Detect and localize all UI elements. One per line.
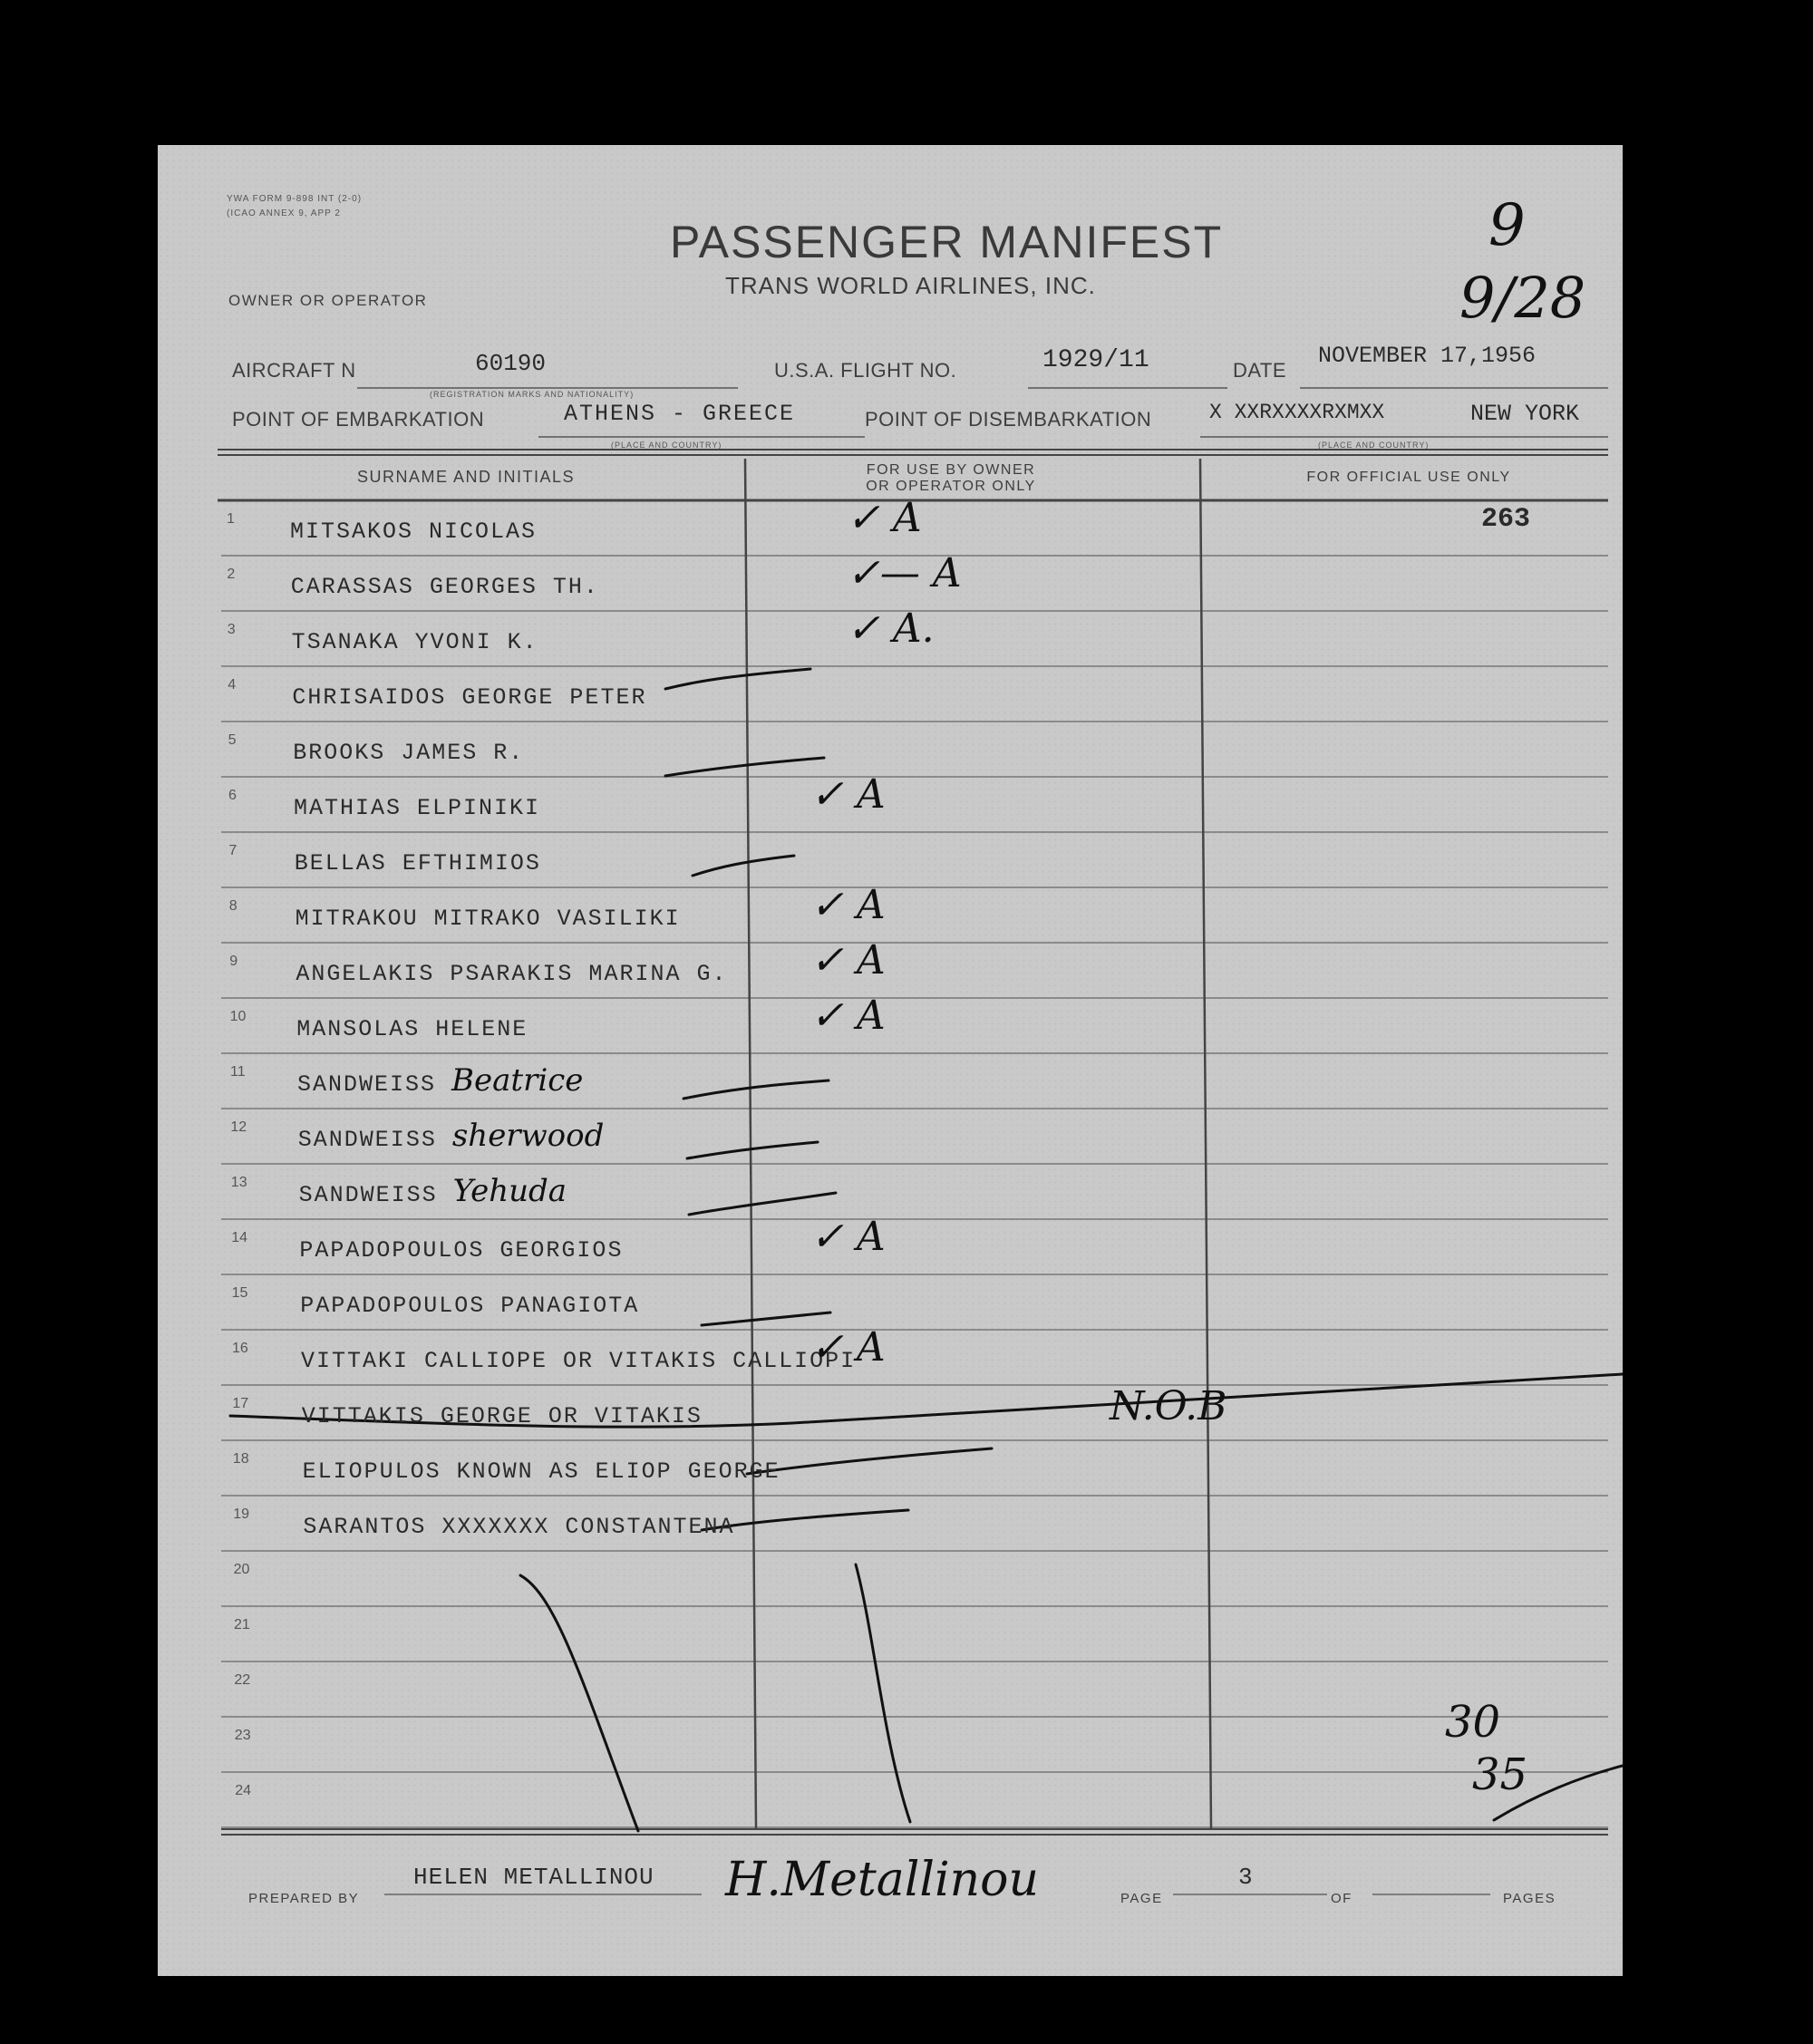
passenger-typed-name: ELIOPULOS KNOWN AS ELIOP GEORGE [302,1458,780,1485]
embarkation-label: POINT OF EMBARKATION [232,408,485,431]
passenger-row [158,1717,1623,1772]
corner-fraction: 9/28 [1459,265,1586,331]
date-value: NOVEMBER 17,1956 [1318,343,1537,369]
row-number: 9 [229,954,238,969]
owner-check-mark: ✓ A [847,495,922,541]
passenger-row [158,605,1623,666]
passenger-typed-name: PAPADOPOULOS PANAGIOTA [300,1293,640,1319]
passenger-name [303,1505,734,1541]
passenger-typed-name: CARASSAS GEORGES TH. [290,574,599,600]
row-number: 14 [231,1230,247,1245]
owner-check-mark: ✓— A [847,550,962,596]
flight-number-value: 1929/11 [1042,346,1149,374]
row-number: 18 [232,1451,249,1467]
owner-use-header-1: FOR USE BY OWNER [866,462,1036,478]
embarkation-value: ATHENS - GREECE [564,401,796,427]
passenger-typed-name: MATHIAS ELPINIKI [294,795,541,821]
embarkation-caption: (PLACE AND COUNTRY) [611,441,722,450]
disembarkation-struck: X XXRXXXXRXMXX [1209,401,1385,424]
corner-number: 9 [1488,192,1526,259]
official-use-header: FOR OFFICIAL USE ONLY [1306,470,1511,485]
aircraft-label: AIRCRAFT N [232,359,356,382]
tally-bottom: 35 [1472,1749,1528,1800]
passenger-typed-name: BELLAS EFTHIMIOS [294,850,541,877]
passenger-name [296,952,727,988]
row-number: 15 [231,1285,248,1301]
passenger-typed-name: SANDWEISS [298,1182,438,1208]
passenger-row [158,1053,1623,1109]
registration-caption: (REGISTRATION MARKS AND NATIONALITY) [430,390,635,399]
row-number: 13 [230,1175,247,1190]
passenger-row [158,1324,1623,1385]
passenger-row [158,937,1623,998]
passenger-row [158,1109,1623,1164]
passenger-name [293,731,524,767]
form-id-line-2: (ICAO ANNEX 9, APP 2 [227,208,341,218]
passenger-row [158,882,1623,943]
manifest-sheet [158,145,1623,1976]
passenger-name [292,620,538,656]
prepared-by-label: PREPARED BY [248,1891,360,1906]
passenger-row [158,550,1623,611]
row-number: 22 [234,1672,251,1688]
passenger-typed-name: BROOKS JAMES R. [293,740,525,766]
passenger-typed-name: PAPADOPOULOS GEORGIOS [299,1237,624,1264]
official-use-value: N.O.B [1110,1383,1227,1429]
passenger-handwritten-name: Beatrice [451,1062,584,1099]
passenger-typed-name: MITSAKOS NICOLAS [290,518,538,545]
passenger-name [296,1007,528,1043]
owner-check-mark: ✓ A [810,771,886,818]
owner-use-header-2: OR OPERATOR ONLY [866,479,1036,494]
passenger-name [300,1284,639,1320]
passenger-row [158,1661,1623,1717]
passenger-row [158,1496,1623,1551]
owner-check-mark: ✓ A [810,993,886,1039]
passenger-name [299,1228,623,1264]
owner-check-mark: ✓ A [810,1214,886,1260]
passenger-name [299,1173,567,1209]
passenger-typed-name: VITTAKIS GEORGE OR VITAKIS [301,1403,703,1429]
owner-check-mark: ✓ A [810,1324,886,1371]
surname-column-header: SURNAME AND INITIALS [356,468,576,486]
passenger-typed-name: SANDWEISS [297,1127,437,1153]
signature: H.Metallinou [725,1853,1039,1907]
pages-label: PAGES [1503,1891,1556,1906]
owner-operator-label: OWNER OR OPERATOR [228,292,428,309]
passenger-typed-name: VITTAKI CALLIOPE OR VITAKIS CALLIOPI [301,1348,857,1374]
row-number: 7 [228,843,238,858]
form-id-line-1: YWA FORM 9-898 INT (2-0) [227,194,363,204]
passenger-name [297,1062,583,1099]
passenger-typed-name: MITRAKOU MITRAKO VASILIKI [295,906,681,932]
passenger-typed-name: SARANTOS XXXXXXX CONSTANTENA [303,1514,735,1540]
row-number: 8 [228,898,238,914]
date-label: DATE [1233,359,1287,382]
aircraft-value: 60190 [475,350,547,377]
passenger-row [158,1164,1623,1219]
row-number: 11 [230,1064,246,1080]
passenger-handwritten-name: sherwood [451,1118,605,1154]
row-number: 20 [233,1562,250,1577]
passenger-name [292,675,646,712]
passenger-row [158,1214,1623,1274]
row-number: 12 [230,1119,247,1135]
passenger-typed-name: MANSOLAS HELENE [296,1016,528,1042]
passenger-row [158,1551,1623,1606]
row-number: 4 [228,677,237,693]
page-label: PAGE [1120,1891,1163,1906]
passenger-typed-name: SANDWEISS [297,1071,437,1098]
passenger-name [296,896,681,933]
flight-number-label: U.S.A. FLIGHT NO. [774,359,957,382]
passenger-row [158,666,1623,722]
owner-check-mark: ✓ A [810,882,886,928]
passenger-row [158,495,1623,556]
passenger-name [298,1118,605,1154]
row-number: 3 [227,622,236,637]
passenger-row [158,1440,1623,1496]
row-number: 19 [233,1506,249,1522]
row-number: 5 [228,732,237,748]
owner-check-mark: ✓ A. [847,605,935,652]
passenger-name [295,841,541,877]
row-number: 23 [234,1728,251,1743]
official-use-value: 263 [1481,504,1531,535]
row-number: 16 [232,1341,248,1356]
airline-name: TRANS WORLD AIRLINES, INC. [725,272,1096,299]
of-label: OF [1331,1891,1352,1906]
passenger-typed-name: CHRISAIDOS GEORGE PETER [292,684,647,711]
passenger-name [294,786,540,822]
passenger-handwritten-name: Yehuda [452,1173,567,1209]
row-number: 17 [232,1396,249,1411]
passenger-name [291,565,599,601]
passenger-name [303,1449,780,1486]
passenger-row [158,771,1623,832]
row-number: 2 [227,567,236,582]
page-title: PASSENGER MANIFEST [670,217,1224,267]
disembarkation-label: POINT OF DISEMBARKATION [865,408,1152,431]
passenger-row [158,993,1623,1053]
page-value: 3 [1238,1864,1253,1891]
row-number: 24 [235,1783,251,1798]
owner-check-mark: ✓ A [810,937,886,983]
row-number: 1 [227,511,235,527]
passenger-row [158,1772,1623,1827]
passenger-row [158,1274,1623,1330]
row-number: 10 [229,1009,247,1024]
disembarkation-value: NEW YORK [1470,401,1580,427]
prepared-by-value: HELEN METALLINOU [413,1864,654,1891]
passenger-typed-name: TSANAKA YVONI K. [291,629,538,655]
passenger-name [290,509,537,546]
passenger-row [158,832,1623,887]
row-number: 6 [228,788,237,803]
row-number: 21 [234,1617,250,1632]
passenger-row [158,722,1623,777]
passenger-name [302,1394,703,1430]
tally-top: 30 [1445,1697,1501,1748]
passenger-row [158,1385,1623,1440]
passenger-name [301,1339,856,1375]
disembarkation-caption: (PLACE AND COUNTRY) [1318,441,1430,450]
passenger-typed-name: ANGELAKIS PSARAKIS MARINA G. [296,961,728,987]
passenger-row [158,1606,1623,1661]
